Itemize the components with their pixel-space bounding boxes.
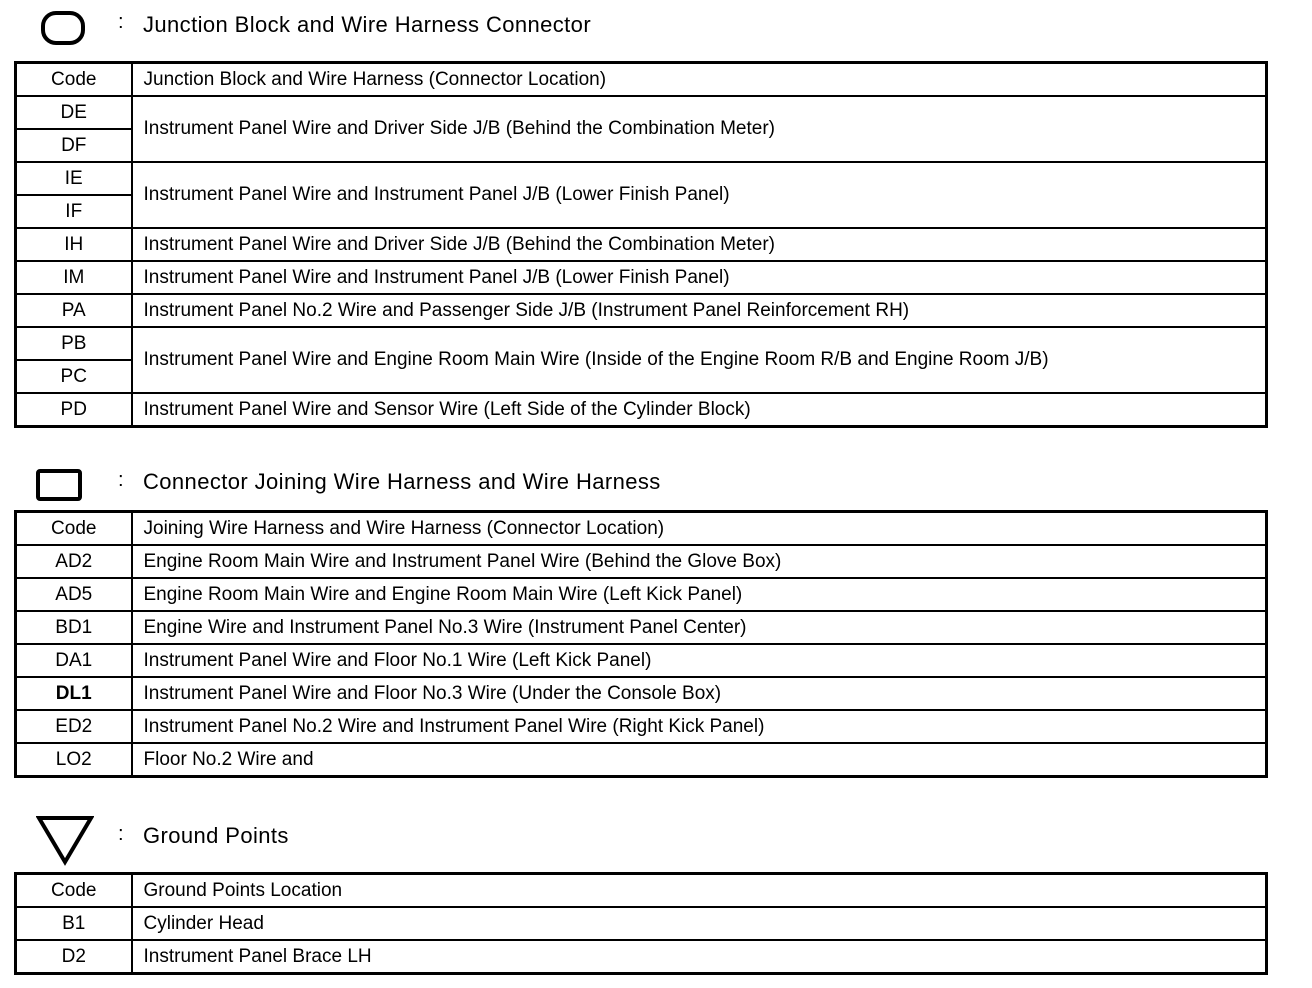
location-header: Junction Block and Wire Harness (Connector Location): [132, 63, 1267, 97]
rounded-rectangle-icon: [40, 10, 86, 46]
connector-code: IM: [16, 261, 132, 294]
table-row: [16, 677, 1267, 710]
connector-location: Instrument Panel Wire and Floor No.3 Wire (Under the Console Box): [132, 677, 1267, 710]
connector-location: Cylinder Head: [132, 907, 1267, 940]
location-header: Joining Wire Harness and Wire Harness (Connector Location): [132, 512, 1267, 546]
connector-code: IF: [16, 195, 132, 228]
table-row: [16, 96, 1267, 129]
joining-table: [14, 510, 1268, 778]
connector-location: Instrument Panel Wire and Floor No.1 Wire (Left Kick Panel): [132, 644, 1267, 677]
table-row: [16, 940, 1267, 974]
connector-location: Instrument Panel No.2 Wire and Instrument Panel Wire (Right Kick Panel): [132, 710, 1267, 743]
connector-location: Floor No.2 Wire and: [132, 743, 1267, 777]
inverted-triangle-icon: [36, 814, 94, 866]
connector-code: BD1: [16, 611, 132, 644]
section-title: Ground Points: [143, 823, 289, 848]
connector-code: PB: [16, 327, 132, 360]
connector-code: AD5: [16, 578, 132, 611]
connector-location: Engine Room Main Wire and Instrument Panel Wire (Behind the Glove Box): [132, 545, 1267, 578]
section-colon: :: [118, 469, 124, 491]
table-row: [16, 162, 1267, 195]
connector-code: DF: [16, 129, 132, 162]
connector-code: DE: [16, 96, 132, 129]
section-colon: :: [118, 823, 124, 845]
connector-location: Engine Wire and Instrument Panel No.3 Wire (Instrument Panel Center): [132, 611, 1267, 644]
connector-location: Instrument Panel Wire and Driver Side J/B (Behind the Combination Meter): [132, 96, 1267, 162]
section-title: Connector Joining Wire Harness and Wire Harness: [143, 469, 661, 494]
connector-location: Instrument Panel Wire and Instrument Panel J/B (Lower Finish Panel): [132, 162, 1267, 228]
table-header-row: [16, 874, 1267, 908]
connector-location: Instrument Panel Wire and Engine Room Main Wire (Inside of the Engine Room R/B and Engine Room J/B): [132, 327, 1267, 393]
ground-table: [14, 872, 1268, 975]
connector-code: LO2: [16, 743, 132, 777]
connector-code: B1: [16, 907, 132, 940]
table-row: [16, 907, 1267, 940]
connector-code: PD: [16, 393, 132, 427]
table-row: [16, 578, 1267, 611]
connector-code: DL1: [16, 677, 132, 710]
rectangle-icon: [35, 468, 83, 502]
table-row: [16, 294, 1267, 327]
table-row: [16, 644, 1267, 677]
connector-location: Instrument Panel Wire and Driver Side J/B (Behind the Combination Meter): [132, 228, 1267, 261]
connector-code: PC: [16, 360, 132, 393]
connector-code: IH: [16, 228, 132, 261]
table-header-row: [16, 512, 1267, 546]
code-header: Code: [16, 512, 132, 546]
ground-section-header: [0, 812, 1312, 856]
connector-code: ED2: [16, 710, 132, 743]
connector-code: D2: [16, 940, 132, 974]
table-row: [16, 710, 1267, 743]
connector-location: Instrument Panel Brace LH: [132, 940, 1267, 974]
connector-location: Engine Room Main Wire and Engine Room Main Wire (Left Kick Panel): [132, 578, 1267, 611]
connector-location: Instrument Panel No.2 Wire and Passenger Side J/B (Instrument Panel Reinforcement RH): [132, 294, 1267, 327]
connector-location: Instrument Panel Wire and Instrument Panel J/B (Lower Finish Panel): [132, 261, 1267, 294]
junction-section-header: [0, 4, 1312, 48]
table-row: [16, 327, 1267, 360]
table-row: [16, 393, 1267, 427]
connector-code: PA: [16, 294, 132, 327]
section-title: Junction Block and Wire Harness Connector: [143, 12, 592, 37]
location-header: Ground Points Location: [132, 874, 1267, 908]
connector-location: Instrument Panel Wire and Sensor Wire (Left Side of the Cylinder Block): [132, 393, 1267, 427]
code-header: Code: [16, 63, 132, 97]
connector-code: IE: [16, 162, 132, 195]
table-header-row: [16, 63, 1267, 97]
code-header: Code: [16, 874, 132, 908]
table-row: [16, 743, 1267, 777]
joining-section-header: [0, 462, 1312, 506]
table-row: [16, 611, 1267, 644]
table-row: [16, 228, 1267, 261]
connector-code: AD2: [16, 545, 132, 578]
table-row: [16, 545, 1267, 578]
connector-code: DA1: [16, 644, 132, 677]
junction-table: [14, 61, 1268, 428]
section-colon: :: [118, 11, 124, 33]
table-row: [16, 261, 1267, 294]
